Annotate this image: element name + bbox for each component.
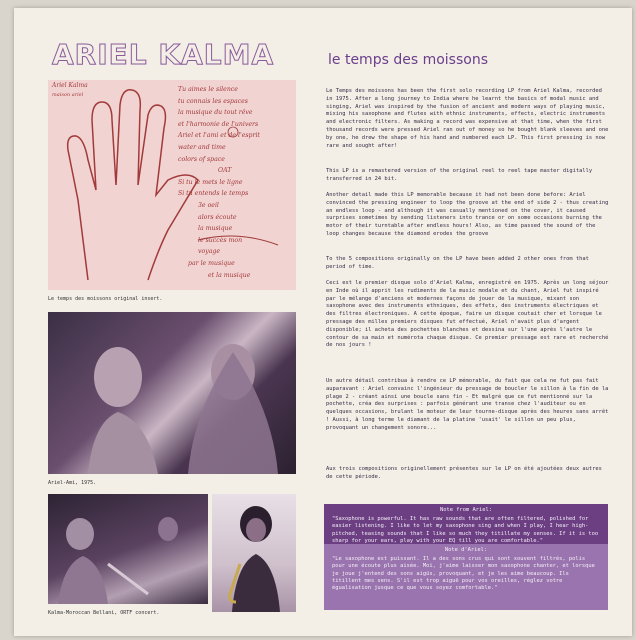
portrait-duo-image xyxy=(48,312,296,474)
concert-musicians xyxy=(48,494,208,604)
concert-image xyxy=(48,494,208,604)
hand-note-line: et la musique xyxy=(208,271,251,279)
saxophone-image xyxy=(212,494,296,612)
hand-note-line: tu connais les espaces xyxy=(178,97,248,105)
paragraph-fr-2: Un autre détail contribua à rendre ce LP mémorable, du fait que cela ne fut pas fait auparavant : Ariel convainc l'ingénieur du pressage de boucler le sillon à la fin de la plage 2 - créant ainsi une boucle sans fin - Et malgré que ce fut mentionné sur la pochette, créa des surprises : parfois générant une transe chez l'auditeur ou en quelques occasions, brulant le moteur de leur tourne-disque après des heures sans arrêt ! Aussi, à long terme le diamant de la platine 'usait' le sillon un peu plus, provoquant un changement sonore... xyxy=(326,378,609,431)
hand-note-line: la musique du tout rêve xyxy=(178,109,253,117)
paragraph-fr-1: Ceci est le premier disque solo d'Ariel Kalma, enregistré en 1975. Après un long séjour en Inde où il apprit les rudiments de la music modale et du chant, Ariel fut inspiré par le mélange d'anciens et modernes façons de jouer de la musique, mixant son saxophone avec des instruments ethniques, des effets, des instruments électriques et des filtres électroniques. A cette époque, faire un disque coutait cher et lorsque le pressage des milles premiers disques fut effectué, Ariel n'avait plus d'argent disponible; il acheta des pochettes blanches et dessina sur l'une après l'autre le contour de sa main et numérota chaque disque. Ce premier pressage est rare et recherché de nos jours ! xyxy=(326,280,609,349)
artist-title: ARIEL KALMA xyxy=(52,38,275,71)
hand-note-line: Si tu entends le temps xyxy=(178,190,249,198)
hand-note-line: le succès mon xyxy=(198,236,243,244)
hand-note-line: Ariel et l'ami et de l'esprit xyxy=(178,132,260,140)
concert-caption: Kalma-Moroccan Bellani, ORTF concert. xyxy=(48,610,160,616)
hand-notes xyxy=(178,84,293,281)
hand-note-line: colors of space xyxy=(178,155,225,163)
hand-note-line: et l'harmonie de l'univers xyxy=(178,120,259,128)
album-title: le temps des moissons xyxy=(328,52,488,68)
hand-note-line: alors écoute xyxy=(198,213,237,221)
hand-note-line: la musique xyxy=(198,225,233,233)
hand-note-line: water and time xyxy=(178,143,226,151)
portrait-duo-caption: Ariel-Ami, 1975. xyxy=(48,480,97,486)
paragraph-en-1: Le Temps des moissons has been the first solo recording LP from Ariel Kalma, recorded in 1975. After a long journey to India where he learnt the basics of modal music and singing, Ariel was inspired by the fusion of ancient and modern ways of playing music, mixing his saxophone and flutes with ethnic instruments, effects, electric instruments and electronic filters. As making a record was expensive at that time, when the first thousand records were pressed Ariel ran out of money so he bought blank sleeves and one by one, he drew the shape of his hand and numbered each LP. This first pressing is now rare and sought after! xyxy=(326,88,609,149)
hand-note-line: par le musique xyxy=(188,259,235,267)
paragraph-en-4: To the 5 compositions originally on the LP have been added 2 other ones from that period of time. xyxy=(326,256,589,270)
paragraph-en-2: This LP is a remastered version of the original reel to reel tape master digitally transferred in 24 bit. xyxy=(326,168,593,182)
hand-note-line: 3e oeil xyxy=(198,201,219,209)
hand-side-label: maison ariel xyxy=(52,92,84,98)
hand-note-line: Si tu le mets le ligne xyxy=(178,178,243,186)
hand-top-label: Ariel Kalma xyxy=(52,82,88,89)
hand-note-line: Tu aimes le silence xyxy=(178,86,238,93)
note-french-body: "Le saxophone est puissant. Il a des sons crus qui sont souvent filtrés, polis pour une écoute plus aisée. Moi, j'aime laisser mon saxophone chanter, et lorsque je joue j'entend des sons aigüs, provoquant, et je les aime beaucoup. Ils titillent mes sens. S'il est trop aiguë pour vos oreilles, réglez votre égualisation jusque ce que vous soyez comfortable." xyxy=(332,556,595,592)
paragraph-fr-3: Aux trois compositions originellement présentes sur le LP on été ajoutées deux autres de cette période. xyxy=(326,466,602,480)
note-french xyxy=(324,544,608,610)
note-english-body: "Saxophone is powerful. It has raw sounds that are often filtered, polished for easier listening. I like to let my saxophone sing and when I play, I hear high-pitched, teasing sounds that I like so much they titillate my senses. If it is too sharp for your ears, play with your EQ till you are comfortable." xyxy=(332,516,599,544)
note-french-title: Note d'Ariel: xyxy=(444,547,488,553)
note-english xyxy=(324,504,608,544)
hand-drawing-image xyxy=(48,80,296,290)
note-english-title: Note from Ariel: xyxy=(440,507,492,513)
hand-note-line: voyage xyxy=(198,248,221,256)
paragraph-en-3: Another detail made this LP memorable because it had not been done before: Ariel convinced the pressing engineer to loop the groove at the end of side 2 - thus creating an endless loop - and although it was casually mentioned on the cover, it caused surprises sometimes by sending listeners into trance or on some occasions burning the motor of their turntable after endless hours! Also, as time passed the sound of the loop changes because the diamond erodes the groove xyxy=(326,192,609,237)
saxophone-player-figure xyxy=(212,494,296,612)
hand-note-line: OAT xyxy=(218,167,232,175)
portrait-silhouettes xyxy=(48,312,296,474)
hand-drawing-caption: Le temps des moissons original insert. xyxy=(48,296,163,302)
